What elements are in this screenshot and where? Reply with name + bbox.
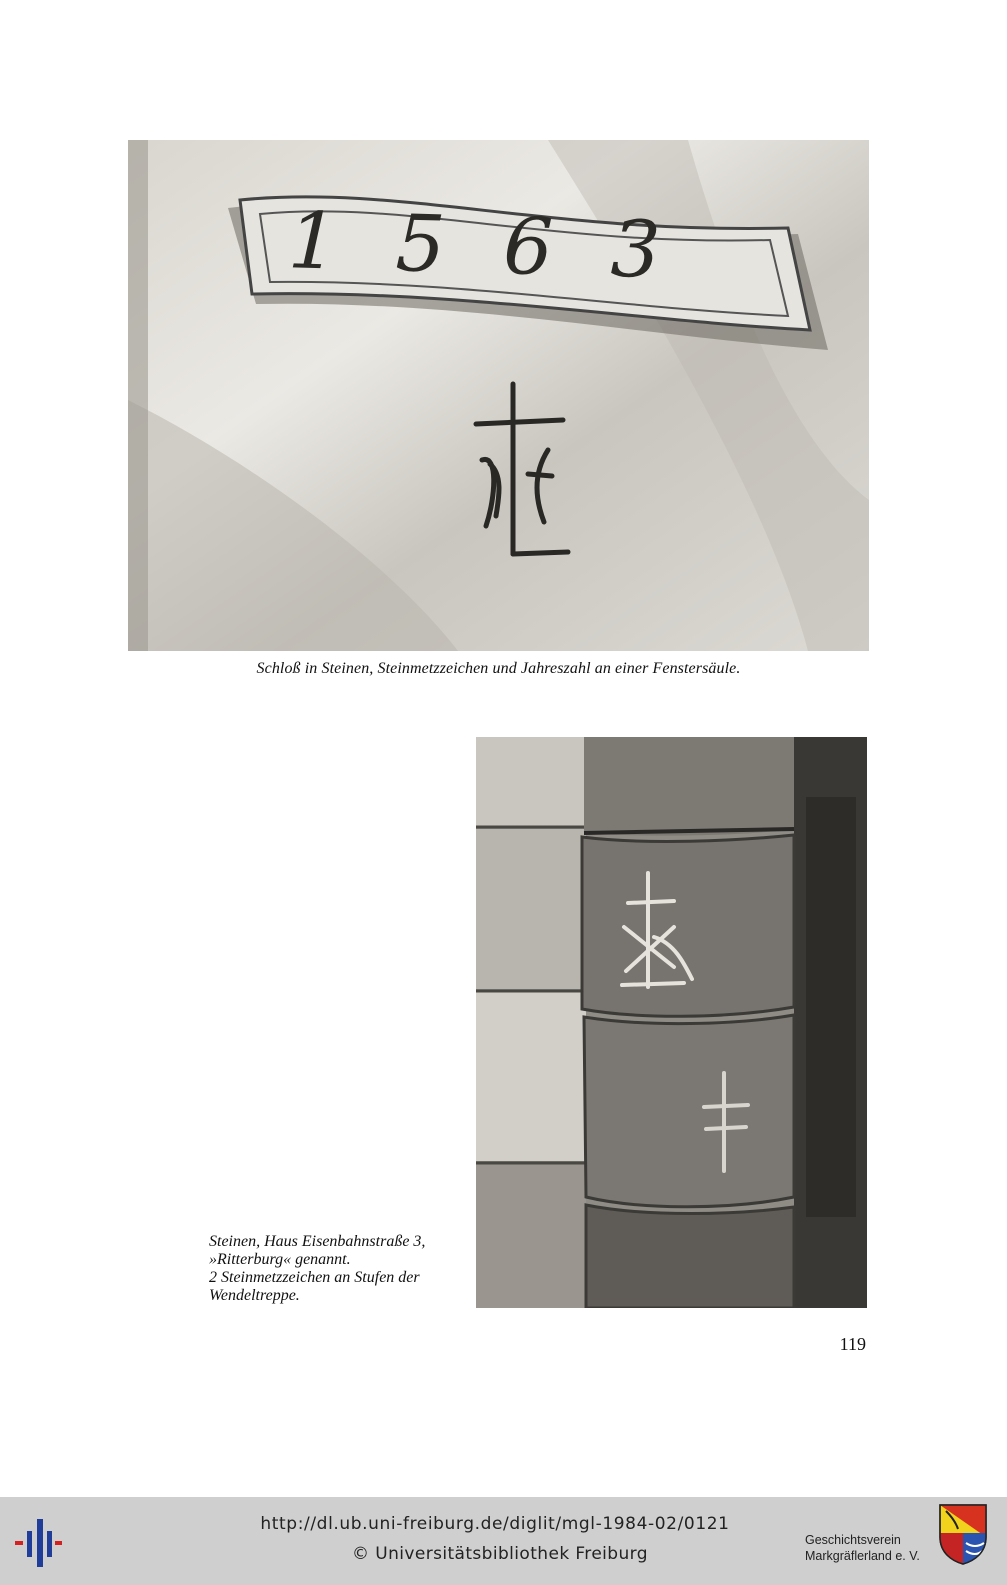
footer-copyright: © Universitätsbibliothek Freiburg — [352, 1544, 648, 1564]
stonemason-mark-icon — [468, 376, 588, 566]
caption-line: Steinen, Haus Eisenbahnstraße 3, — [209, 1233, 426, 1250]
photo-spiral-staircase-steps — [476, 737, 867, 1308]
inscribed-year: 1563 — [286, 196, 720, 298]
footer-bar — [0, 1497, 1007, 1585]
footer-society-name — [805, 1532, 920, 1564]
stonemason-mark-lower-icon — [696, 1067, 756, 1177]
photo-window-column-inscription — [128, 140, 869, 651]
caption-top-figure: Schloß in Steinen, Steinmetzzeichen und Jahreszahl an einer Fenstersäule. — [256, 660, 741, 677]
footer-url-link[interactable]: http://dl.ub.uni-freiburg.de/diglit/mgl-1984-02/0121 — [260, 1514, 730, 1534]
caption-line: Wendeltreppe. — [209, 1287, 300, 1304]
page-number: 119 — [839, 1334, 866, 1354]
caption-line: 2 Steinmetzzeichen an Stufen der — [209, 1269, 420, 1286]
society-line: Markgräflerland e. V. — [805, 1549, 920, 1563]
coat-of-arms-icon[interactable] — [938, 1503, 988, 1565]
stonemason-mark-upper-icon — [614, 867, 694, 997]
caption-bottom-figure — [209, 1233, 475, 1305]
society-line: Geschichtsverein — [805, 1533, 901, 1547]
caption-line: »Ritterburg« genannt. — [209, 1251, 351, 1268]
